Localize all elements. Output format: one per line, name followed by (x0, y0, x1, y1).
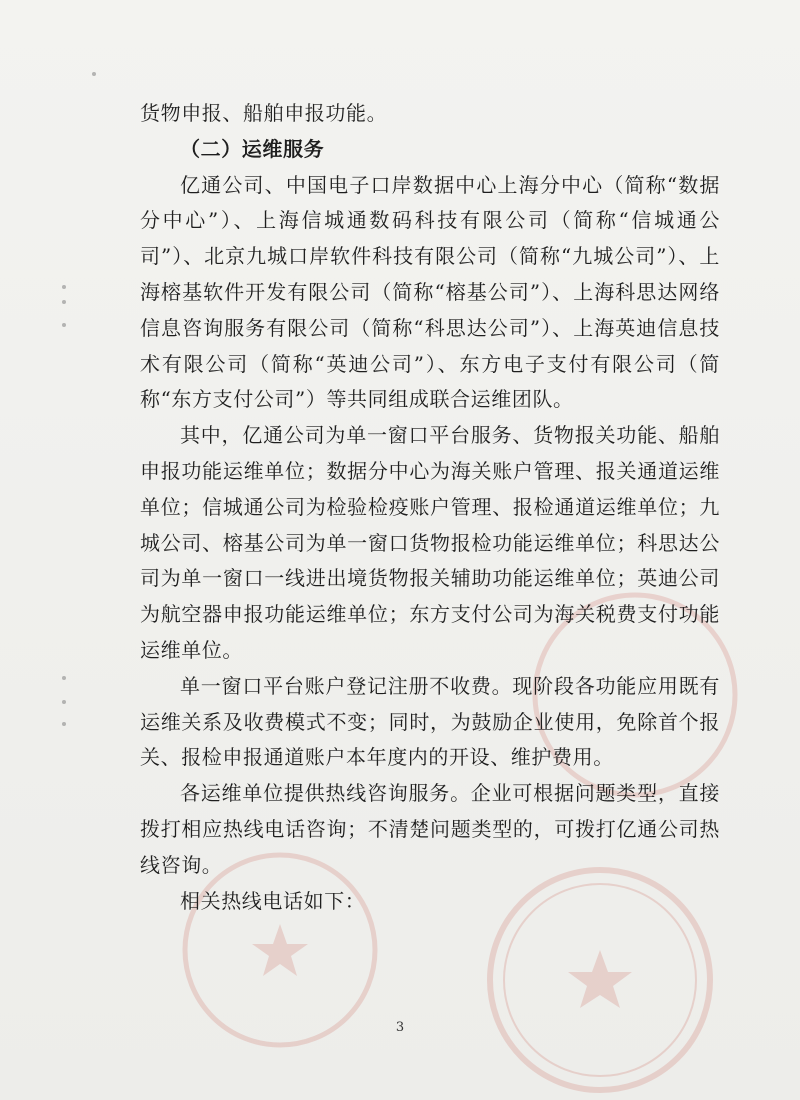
document-body (140, 96, 720, 919)
paragraph-hotline-list-intro: 相关热线电话如下： (180, 888, 366, 913)
paragraph-hotline: 各运维单位提供热线咨询服务。企业可根据问题类型，直接拨打相应热线电话咨询；不清楚问题类型的，可拨打亿通公司热线咨询。 (140, 781, 720, 877)
paragraph-ops-team: 亿通公司、中国电子口岸数据中心上海分中心（简称“数据分中心”）、上海信城通数码科技有限公司（简称“信城通公司”）、北京九城口岸软件科技有限公司（简称“九城公司”）、上海榕基软件开发有限公司（简称“榕基公司”）、上海科思达网络信息咨询服务有限公司（简称“科思达公司”）、上海英迪信息技术有限公司（简称“英迪公司”）、东方电子支付有限公司（简称“东方支付公司”）等共同组成联合运维团队。 (140, 172, 720, 412)
paragraph-fees: 单一窗口平台账户登记注册不收费。现阶段各功能应用既有运维关系及收费模式不变；同时，为鼓励企业使用，免除首个报关、报检申报通道账户本年度内的开设、维护费用。 (140, 673, 720, 770)
section-heading: （二）运维服务 (180, 136, 325, 161)
page-number: 3 (395, 1020, 405, 1035)
paragraph-ops-units: 其中，亿通公司为单一窗口平台服务、货物报关功能、船舶申报功能运维单位；数据分中心为海关账户管理、报关通道运维单位；信城通公司为检验检疫账户管理、报检通道运维单位；九城公司、榕基公司为单一窗口货物报检功能运维单位；科思达公司为单一窗口一线进出境货物报关辅助功能运维单位；英迪公司为航空器申报功能运维单位；东方支付公司为海关税费支付功能运维单位。 (140, 423, 720, 662)
paragraph-continuation: 货物申报、船舶申报功能。 (140, 101, 388, 125)
